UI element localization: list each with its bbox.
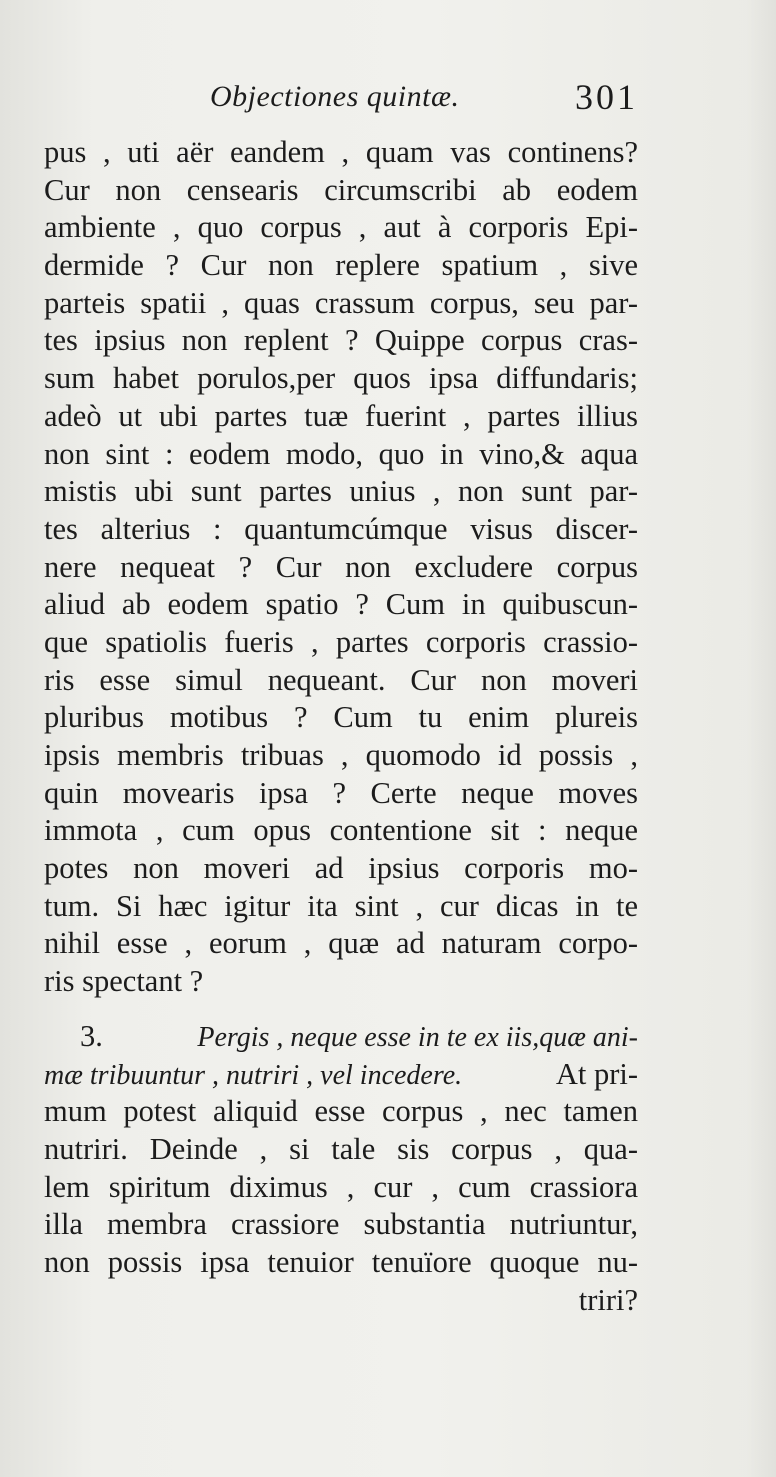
text-line: non possis ipsa tenuior tenuïore quoque nu- <box>44 1244 638 1279</box>
paragraph-1 <box>44 134 638 1001</box>
text-line: pluribus motibus ? Cum tu enim plureis <box>44 700 638 735</box>
text-line: nutriri. Deinde , si tale sis corpus , qua- <box>44 1131 638 1166</box>
text-line: mistis ubi sunt partes unius , non sunt par- <box>44 474 638 509</box>
text-line: non sint : eodem modo, quo in vino,& aqua <box>44 436 638 471</box>
text-line: tum. Si hæc igitur ita sint , cur dicas in te <box>44 888 638 923</box>
text-line: parteis spatii , quas crassum corpus, seu par- <box>44 285 638 320</box>
text-line: tes alterius : quantumcúmque visus discer- <box>44 511 638 546</box>
text-line: ris spectant ? <box>44 964 204 999</box>
quoted-objection: mæ tribuuntur , nutriri , vel incedere. <box>44 1059 463 1091</box>
text-line: adeò ut ubi partes tuæ fuerint , partes illius <box>44 398 638 433</box>
text-line: potes non moveri ad ipsius corporis mo- <box>44 851 638 886</box>
text-line: que spatiolis fueris , partes corporis crassio- <box>44 624 638 659</box>
text-line: immota , cum opus contentione sit : neque <box>44 813 638 848</box>
text-line: Cur non censearis circumscribi ab eodem <box>44 172 638 207</box>
text-line: nihil esse , eorum , quæ ad naturam corpo- <box>44 926 638 961</box>
page-edge-shadow <box>746 0 776 1477</box>
text-line: sum habet porulos,per quos ipsa diffundaris; <box>44 361 638 396</box>
paragraph-2 <box>44 1018 638 1320</box>
text-line: ris esse simul nequeant. Cur non moveri <box>44 662 638 697</box>
paragraph-gap <box>44 1001 638 1018</box>
quoted-objection: Pergis , neque esse in te ex iis,quæ ani- <box>197 1021 638 1053</box>
text-line: quin movearis ipsa ? Certe neque moves <box>44 775 638 810</box>
text-line: ambiente , quo corpus , aut à corporis Epi- <box>44 210 638 245</box>
text-line: triri? <box>578 1282 638 1317</box>
text-line: dermide ? Cur non replere spatium , sive <box>44 248 638 283</box>
text-line: mum potest aliquid esse corpus , nec tamen <box>44 1094 638 1129</box>
running-title: Objectiones quintæ. <box>210 80 460 113</box>
body-text <box>44 134 638 1319</box>
text-line <box>44 1018 638 1056</box>
text-line: nere nequeat ? Cur non excludere corpus <box>44 549 638 584</box>
text-line: illa membra crassiore substantia nutriuntur, <box>44 1207 638 1242</box>
running-head <box>44 76 638 128</box>
text-line: lem spiritum diximus , cur , cum crassiora <box>44 1169 638 1204</box>
text-line: pus , uti aër eandem , quam vas continens? <box>44 135 638 169</box>
page-number: 301 <box>575 77 638 117</box>
text-line <box>44 1056 638 1094</box>
text-line: tes ipsius non replent ? Quippe corpus cras- <box>44 323 638 358</box>
paragraph-number: 3. <box>80 1018 103 1053</box>
text-fragment: At pri- <box>555 1056 638 1091</box>
text-line: aliud ab eodem spatio ? Cum in quibuscun- <box>44 587 638 622</box>
text-line: ipsis membris tribuas , quomodo id possis , <box>44 738 638 772</box>
